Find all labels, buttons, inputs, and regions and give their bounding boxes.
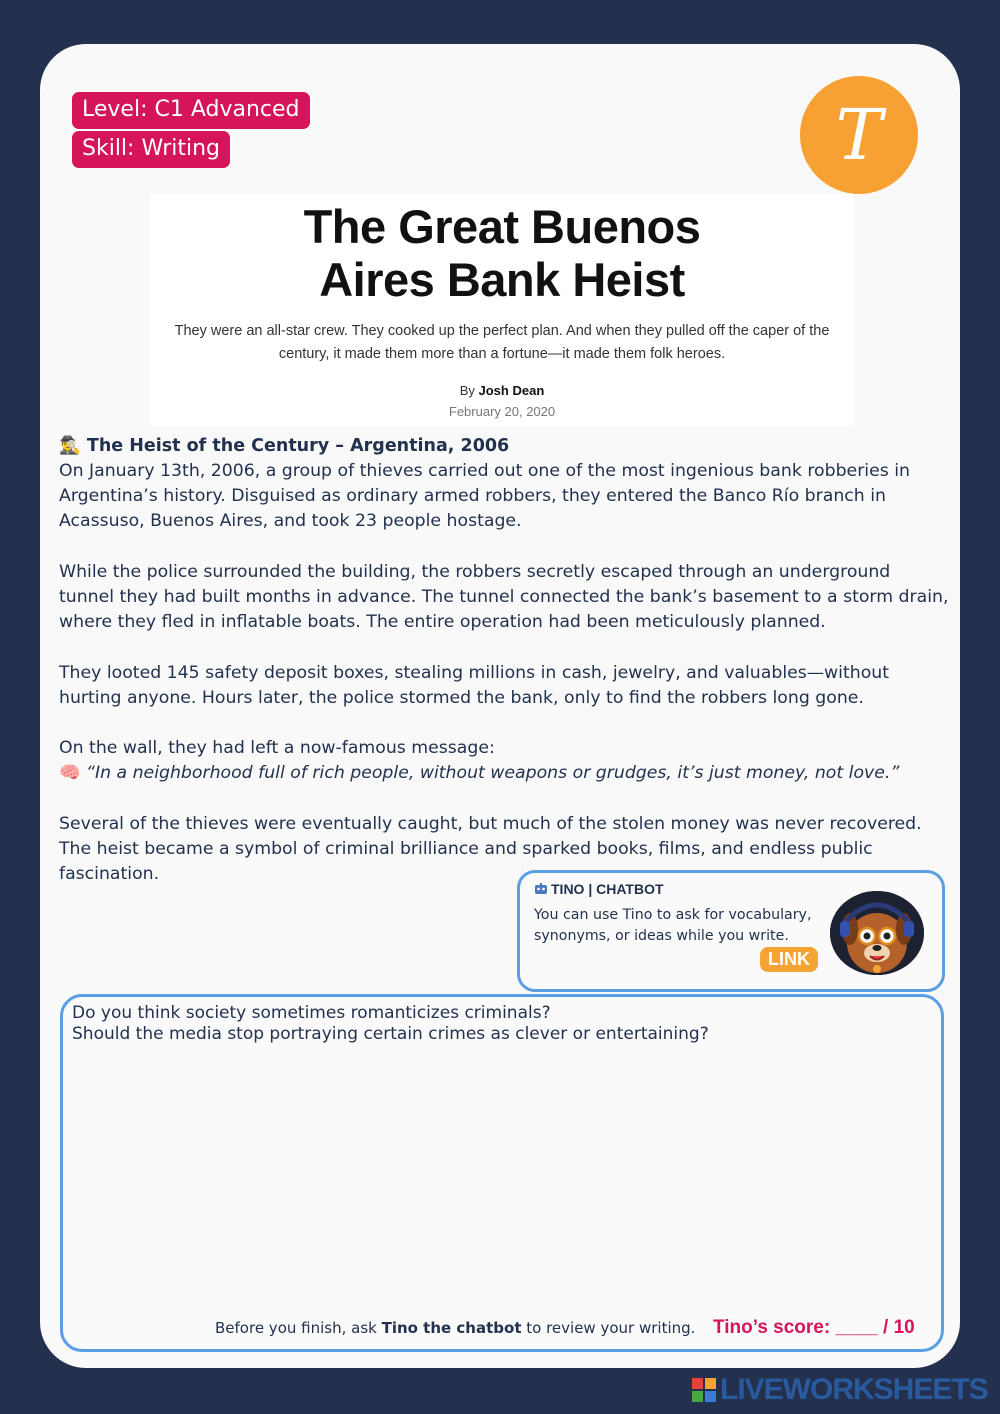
chatbot-title [534,881,664,897]
chatbot-card [517,870,945,992]
article-dek: They were an all-star crew. They cooked up the perfect plan. And when they pulled off the caper of the century, it made them more than a fortune—it made them folk heroes. [174,323,830,362]
quote-text: “In a neighborhood full of rich people, without weapons or grudges, it’s just money, not love.” [86,763,900,784]
worksheet-page [40,44,960,1368]
writing-area[interactable] [60,994,944,1352]
reading-text [59,434,949,887]
section-heading [59,434,949,459]
paragraph-3: They looted 145 safety deposit boxes, stealing millions in cash, jewelry, and valuables—without hurting anyone. Hours later, the police stormed the bank, only to find the robbers long gone. [59,662,890,708]
chatbot-link-button[interactable]: LINK [760,947,818,972]
chatbot-title-text: TINO | CHATBOT [551,881,664,897]
review-note-start: Before you finish, ask [215,1319,382,1337]
review-note-end: to review your writing. [521,1319,696,1337]
writing-prompt [72,1003,709,1044]
article-byline [150,383,854,398]
brand-text: LIVEWORKSHEETS [720,1373,988,1406]
tino-logo-icon: T [800,76,918,194]
article-title [150,200,854,306]
prompt-question-2: Should the media stop portraying certain crimes as clever or entertaining? [72,1023,709,1044]
brain-icon: 🧠 [59,763,81,784]
section-heading-text: The Heist of the Century – Argentina, 2006 [86,436,510,456]
article-author: Josh Dean [478,383,545,398]
chatbot-description: You can use Tino to ask for vocabulary, synonyms, or ideas while you write. [534,907,812,944]
robot-icon [534,883,548,895]
paragraph-1: On January 13th, 2006, a group of thieves carried out one of the most ingenious bank robberies in Argentina’s history. Disguised as ordinary armed robbers, they entered the Banco Río branch in Acassuso, Buenos Aires, and took 23 people hostage. [59,461,910,532]
tino-dog-avatar-icon [830,891,924,975]
level-badge: Level: C1 Advanced [72,92,310,129]
paragraph-2: While the police surrounded the building, the robbers secretly escaped through an underground tunnel they had built months in advance. The tunnel connected the bank’s basement to a storm drain, where they fled in inflatable boats. The entire operation had been meticulously planned. [59,561,949,633]
article-header-image [150,194,854,426]
paragraph-4: On the wall, they had left a now-famous message: [59,738,495,759]
article-title-line-1: The Great Buenos [303,200,701,253]
skill-badge: Skill: Writing [72,131,230,168]
tino-score: Tino’s score: ____ / 10 [713,1317,915,1338]
liveworksheets-logo-icon [692,1378,716,1402]
paragraph-5: Several of the thieves were eventually caught, but much of the stolen money was never recovered. The heist became a symbol of criminal brilliance and sparked books, films, and endless public fascination. [59,813,922,885]
review-note-bold: Tino the chatbot [381,1319,522,1337]
review-note [215,1319,695,1337]
detective-icon: 🕵️‍♂️ [59,436,81,456]
quote-line [59,761,949,786]
liveworksheets-brand[interactable] [692,1373,988,1406]
prompt-question-1: Do you think society sometimes romanticizes criminals? [72,1003,551,1023]
article-date: February 20, 2020 [448,404,556,419]
article-title-line-2: Aires Bank Heist [319,253,685,306]
byline-prefix: By [459,383,475,398]
